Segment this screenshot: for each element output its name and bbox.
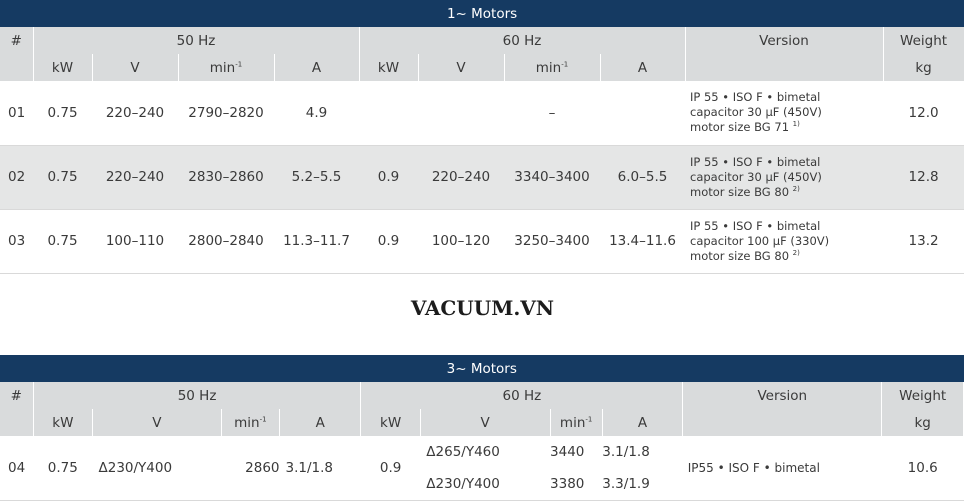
- row-number: 01: [0, 81, 33, 145]
- voltage-60-cell: [420, 436, 550, 501]
- kw-50: 0.75: [33, 209, 92, 273]
- three-phase-motors-table: [0, 355, 964, 501]
- kw-50: 0.75: [33, 436, 92, 501]
- subheader-a-60: A: [602, 409, 682, 436]
- subheader-min-60: $\min^{-1}$: [550, 409, 602, 436]
- table-row: [0, 209, 964, 273]
- current-50: 5.2–5.5: [274, 145, 359, 209]
- kw-60: 0.9: [359, 209, 418, 273]
- subheader-a-50: A: [274, 54, 359, 81]
- speed-60-cell: [550, 436, 602, 501]
- kw-50: 0.75: [33, 145, 92, 209]
- kw-60: [359, 81, 418, 145]
- voltage-50: 220–240: [92, 81, 178, 145]
- subheader-min-50: $\min^{-1}$: [221, 409, 279, 436]
- column-header-number: #: [0, 27, 33, 54]
- subheader-v-60: V: [418, 54, 504, 81]
- column-header-version: Version: [685, 27, 883, 54]
- header-spacer: [683, 409, 882, 436]
- current-50: 11.3–11.7: [274, 209, 359, 273]
- subheader-weight-unit: kg: [883, 54, 964, 81]
- group-header-60hz: 60 Hz: [361, 382, 683, 409]
- current-60-line-2: 3.3/1.9: [602, 476, 650, 492]
- speed-60-line-2: 3380: [550, 476, 585, 492]
- speed-50: 2800–2840: [178, 209, 274, 273]
- table-row: [0, 436, 964, 501]
- subheader-kw-50: kW: [33, 54, 92, 81]
- group-header-50hz: 50 Hz: [33, 27, 359, 54]
- row-number: 04: [0, 436, 33, 501]
- subheader-kw-60: kW: [359, 54, 418, 81]
- voltage-60: 100–120: [418, 209, 504, 273]
- current-60: 13.4–11.6: [600, 209, 685, 273]
- current-50: 3.1/1.8: [280, 436, 361, 501]
- column-header-version: Version: [683, 382, 882, 409]
- watermark-text: VACUUM.VN: [410, 296, 555, 320]
- kw-50: 0.75: [33, 81, 92, 145]
- subheader-weight-unit: kg: [882, 409, 964, 436]
- group-header-50hz: 50 Hz: [33, 382, 361, 409]
- voltage-50: 100–110: [92, 209, 178, 273]
- speed-60-line-1: 3440: [550, 444, 585, 460]
- speed-60: 3250–3400: [504, 209, 600, 273]
- current-60: 6.0–5.5: [600, 145, 685, 209]
- voltage-60-line-2: Δ230/Y400: [426, 476, 500, 492]
- weight: 13.2: [883, 209, 964, 273]
- current-60-line-1: 3.1/1.8: [602, 444, 650, 460]
- speed-60: 3340–3400: [504, 145, 600, 209]
- column-header-weight: Weight: [883, 27, 964, 54]
- kw-60: 0.9: [359, 145, 418, 209]
- subheader-min-50: $\min^{-1}$: [178, 54, 274, 81]
- speed-50: 2860: [221, 436, 279, 501]
- subheader-a-50: A: [280, 409, 361, 436]
- table-row: [0, 145, 964, 209]
- speed-50: 2790–2820: [178, 81, 274, 145]
- group-header-60hz: 60 Hz: [359, 27, 685, 54]
- subheader-kw-50: kW: [33, 409, 92, 436]
- row-number: 02: [0, 145, 33, 209]
- row-number: 03: [0, 209, 33, 273]
- header-spacer: [0, 54, 33, 81]
- speed-60: –: [504, 81, 600, 145]
- current-60: [600, 81, 685, 145]
- column-header-number: #: [0, 382, 33, 409]
- version-cell: IP 55 • ISO F • bimetal capacitor 100 µF (330V) motor size BG 80 $^{2)}$: [685, 209, 883, 273]
- subheader-min-60: $\min^{-1}$: [504, 54, 600, 81]
- voltage-50: Δ230/Y400: [93, 436, 222, 501]
- current-50: 4.9: [274, 81, 359, 145]
- voltage-60: [418, 81, 504, 145]
- table-title: 1~ Motors: [0, 0, 964, 27]
- version-cell: IP 55 • ISO F • bimetal capacitor 30 µF (450V) motor size BG 71 $^{1)}$: [685, 81, 883, 145]
- header-spacer: [685, 54, 883, 81]
- weight: 10.6: [882, 436, 964, 501]
- subheader-v-50: V: [92, 54, 178, 81]
- version-cell: IP55 • ISO F • bimetal: [683, 436, 882, 501]
- table-title: 3~ Motors: [0, 355, 964, 382]
- kw-60: 0.9: [361, 436, 420, 501]
- weight: 12.8: [883, 145, 964, 209]
- voltage-60-line-1: Δ265/Y460: [426, 444, 500, 460]
- subheader-v-60: V: [420, 409, 550, 436]
- table-row: [0, 81, 964, 145]
- subheader-v-50: V: [93, 409, 222, 436]
- voltage-60: 220–240: [418, 145, 504, 209]
- version-cell: IP 55 • ISO F • bimetal capacitor 30 µF (450V) motor size BG 80 $^{2)}$: [685, 145, 883, 209]
- header-spacer: [0, 409, 33, 436]
- voltage-50: 220–240: [92, 145, 178, 209]
- subheader-kw-60: kW: [361, 409, 420, 436]
- weight: 12.0: [883, 81, 964, 145]
- subheader-a-60: A: [600, 54, 685, 81]
- current-60-cell: [602, 436, 682, 501]
- speed-50: 2830–2860: [178, 145, 274, 209]
- column-header-weight: Weight: [882, 382, 964, 409]
